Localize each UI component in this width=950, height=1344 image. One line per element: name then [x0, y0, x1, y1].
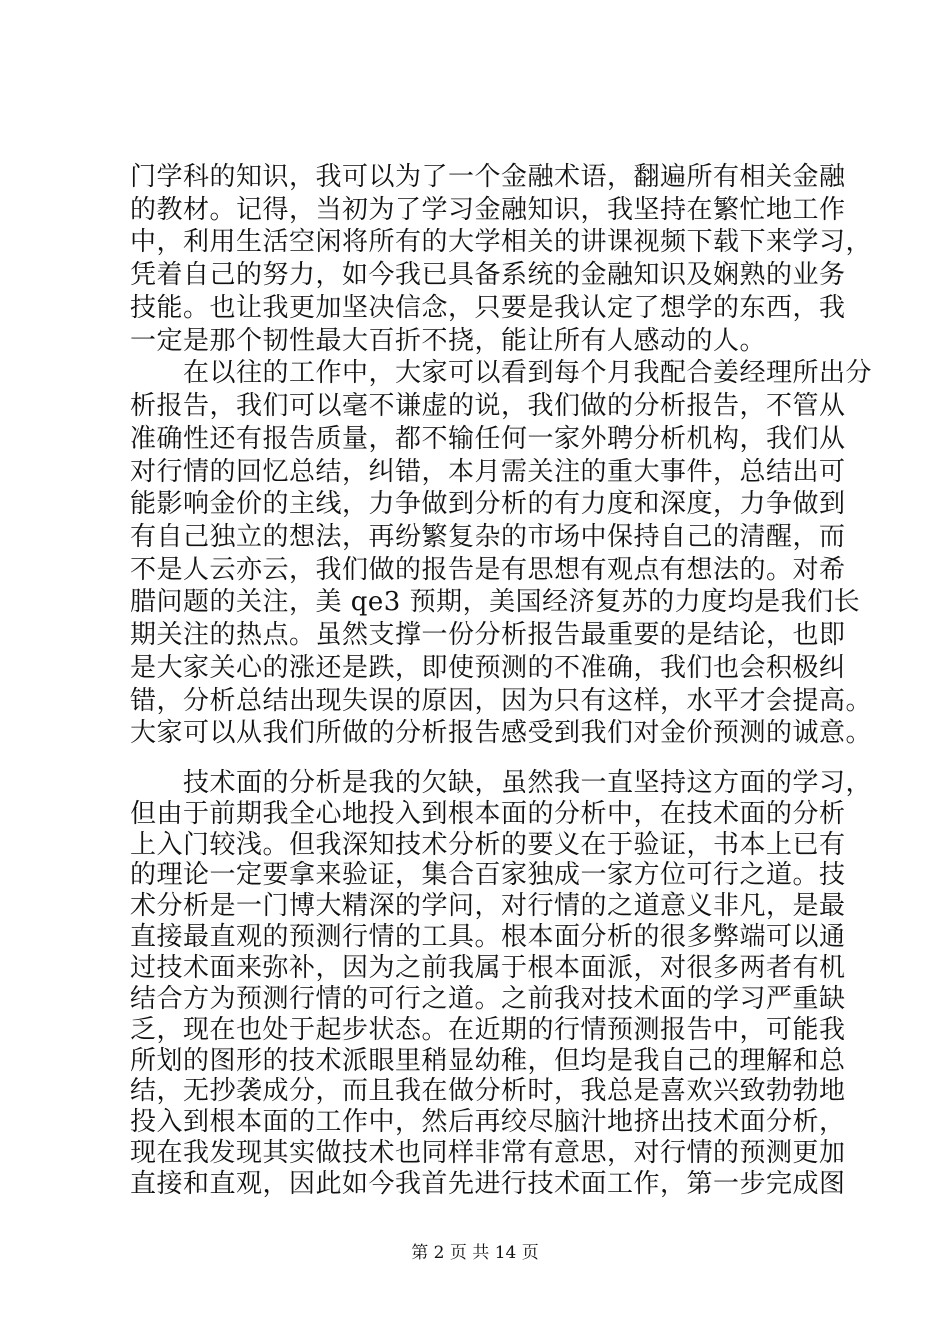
text-line: 上入门较浅。但我深知技术分析的要义在于验证，书本上已有	[130, 830, 846, 860]
text-line: 技能。也让我更加坚决信念，只要是我认定了想学的东西，我	[130, 293, 846, 323]
text-line: 腊问题的关注，美 qe3 预期，美国经济复苏的力度均是我们长	[130, 587, 861, 617]
text-line: 所划的图形的技术派眼里稍显幼稚，但均是我自己的理解和总	[130, 1046, 846, 1076]
text-line: 准确性还有报告质量，都不输任何一家外聘分析机构，我们从	[130, 424, 846, 454]
text-line: 析报告，我们可以毫不谦虚的说，我们做的分析报告，不管从	[130, 391, 846, 421]
text-line: 技术面的分析是我的欠缺，虽然我一直坚持这方面的学习，	[130, 768, 873, 798]
text-line: 直接和直观，因此如今我首先进行技术面工作，第一步完成图	[130, 1169, 846, 1199]
text-line: 但由于前期我全心地投入到根本面的分析中，在技术面的分析	[130, 799, 846, 829]
text-line: 大家可以从我们所做的分析报告感受到我们对金价预测的诚意。	[130, 718, 873, 748]
text-line: 不是人云亦云，我们做的报告是有思想有观点有想法的。对希	[130, 555, 846, 585]
text-line: 投入到根本面的工作中，然后再绞尽脑汁地挤出技术面分析，	[130, 1107, 846, 1137]
text-line: 能影响金价的主线，力争做到分析的有力度和深度，力争做到	[130, 489, 846, 519]
text-line: 是大家关心的涨还是跌，即使预测的不准确，我们也会积极纠	[130, 653, 846, 683]
text-line: 过技术面来弥补，因为之前我属于根本面派，对很多两者有机	[130, 953, 846, 983]
text-line: 的教材。记得，当初为了学习金融知识，我坚持在繁忙地工作	[130, 195, 846, 225]
page-footer: 第 2 页 共 14 页	[411, 1243, 539, 1263]
text-line: 期关注的热点。虽然支撑一份分析报告最重要的是结论，也即	[130, 620, 846, 650]
text-line: 现在我发现其实做技术也同样非常有意思，对行情的预测更加	[130, 1138, 846, 1168]
text-line: 有自己独立的想法，再纷繁复杂的市场中保持自己的清醒，而	[130, 522, 846, 552]
text-line: 直接最直观的预测行情的工具。根本面分析的很多弊端可以通	[130, 922, 846, 952]
text-line: 中，利用生活空闲将所有的大学相关的讲课视频下载下来学习，	[130, 227, 873, 257]
text-line: 错，分析总结出现失误的原因，因为只有这样，水平才会提高。	[130, 686, 873, 716]
text-line: 乏，现在也处于起步状态。在近期的行情预测报告中，可能我	[130, 1015, 846, 1045]
text-line: 结合方为预测行情的可行之道。之前我对技术面的学习严重缺	[130, 984, 846, 1014]
text-line: 结，无抄袭成分，而且我在做分析时，我总是喜欢兴致勃勃地	[130, 1076, 846, 1106]
text-line: 凭着自己的努力，如今我已具备系统的金融知识及娴熟的业务	[130, 260, 846, 290]
text-line: 在以往的工作中，大家可以看到每个月我配合姜经理所出分	[130, 358, 873, 388]
text-line: 的理论一定要拿来验证，集合百家独成一家方位可行之道。技	[130, 860, 846, 890]
text-line: 术分析是一门博大精深的学问，对行情的之道意义非凡，是最	[130, 891, 846, 921]
text-line: 一定是那个韧性最大百折不挠，能让所有人感动的人。	[130, 326, 767, 356]
text-line: 门学科的知识，我可以为了一个金融术语，翻遍所有相关金融	[130, 162, 846, 192]
text-line: 对行情的回忆总结，纠错，本月需关注的重大事件，总结出可	[130, 457, 846, 487]
